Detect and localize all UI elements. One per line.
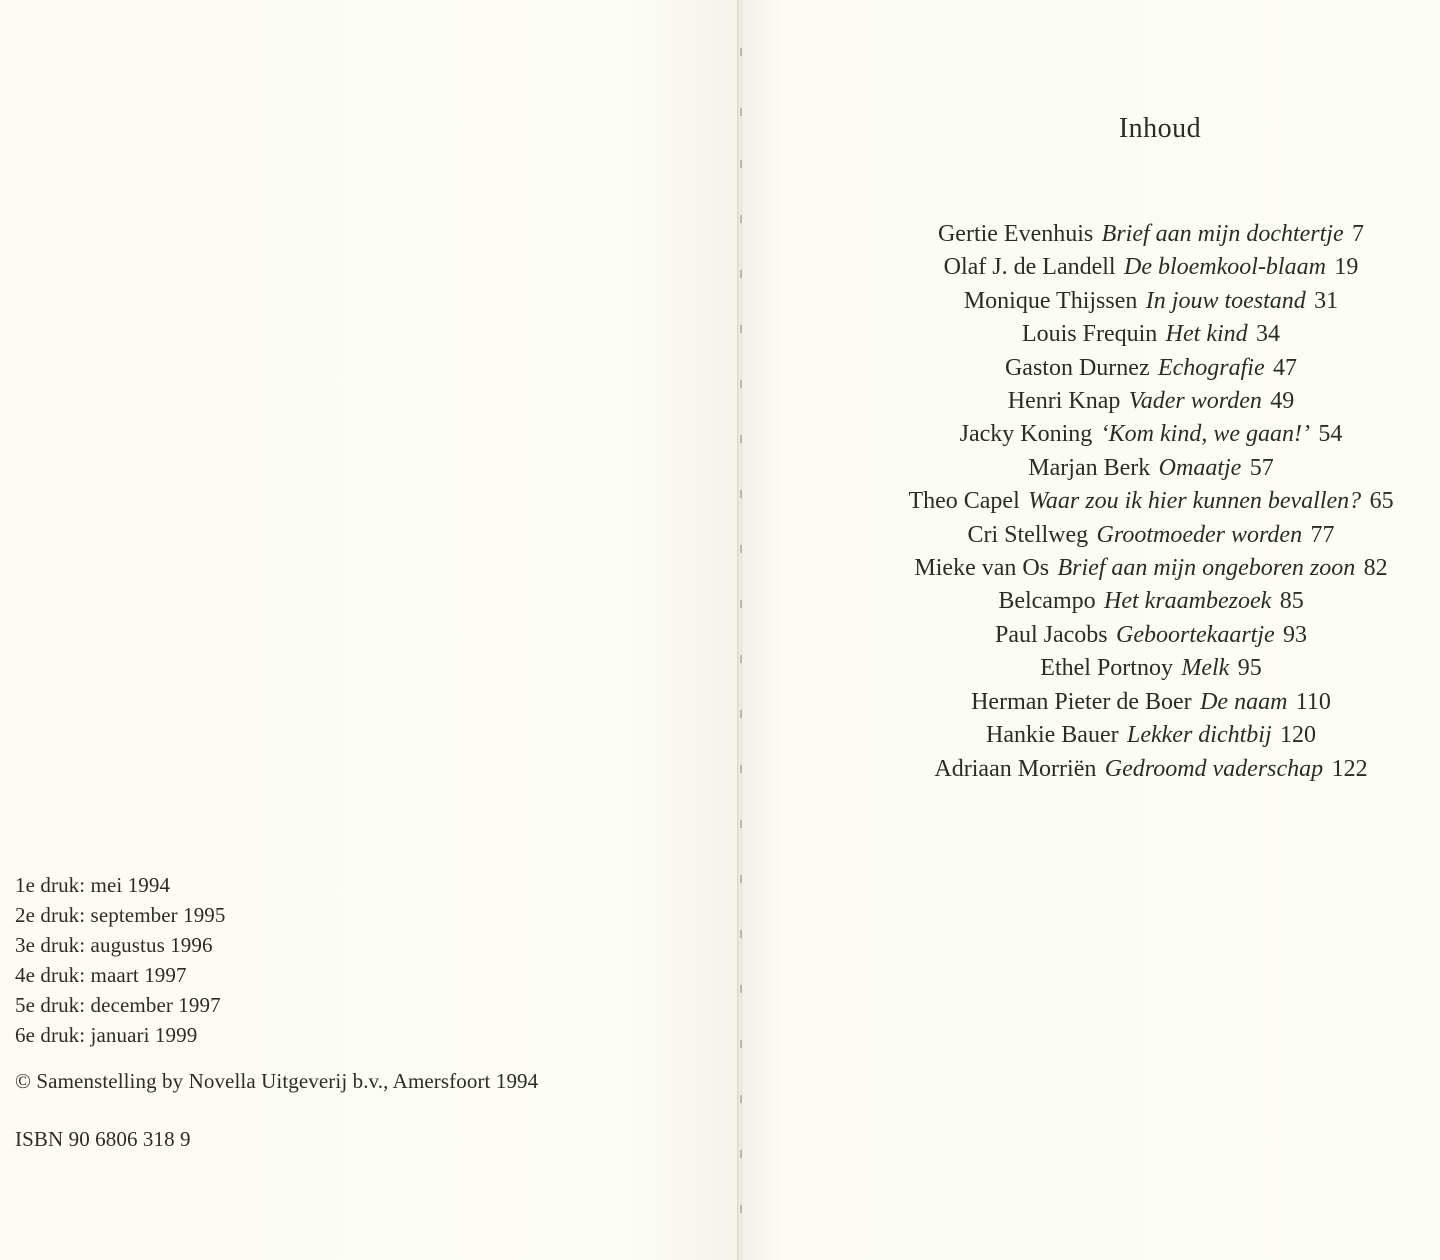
toc-title: In jouw toestand — [1145, 287, 1306, 314]
toc-author: Paul Jacobs — [994, 621, 1108, 648]
toc-entry — [856, 452, 1440, 485]
isbn: ISBN 90 6806 318 9 — [15, 1127, 191, 1151]
toc-author: Theo Capel — [908, 488, 1020, 515]
toc-entry — [856, 619, 1440, 652]
toc-entry — [856, 352, 1440, 385]
toc-page-number: 95 — [1237, 655, 1262, 682]
toc-title: ‘Kom kind, we gaan!’ — [1100, 421, 1310, 448]
toc-title: Omaatje — [1158, 454, 1242, 481]
printing-line: 4e druk: maart 1997 — [15, 963, 187, 987]
toc-page-number: 49 — [1270, 388, 1295, 415]
toc-title: Vader worden — [1128, 388, 1262, 415]
toc-page-number: 120 — [1280, 722, 1316, 749]
toc-page-number: 31 — [1314, 287, 1339, 314]
printing-line: 2e druk: september 1995 — [15, 903, 226, 927]
toc-entry — [856, 585, 1440, 618]
toc-page-number: 57 — [1249, 454, 1274, 481]
toc-author: Cri Stellweg — [967, 521, 1089, 548]
toc-page-number: 34 — [1256, 321, 1281, 348]
toc-entry — [856, 519, 1440, 552]
toc-author: Mieke van Os — [914, 555, 1050, 582]
toc-title: Grootmoeder worden — [1096, 521, 1303, 548]
toc-page-number: 77 — [1310, 521, 1335, 548]
toc-page-number: 47 — [1273, 354, 1298, 381]
toc-entry — [856, 686, 1440, 719]
toc-page-number: 93 — [1283, 621, 1308, 648]
toc-author: Henri Knap — [1007, 388, 1121, 415]
toc-title: Waar zou ik hier kunnen bevallen? — [1028, 488, 1362, 515]
toc-page-number: 122 — [1331, 755, 1368, 782]
toc-entry — [856, 285, 1440, 318]
toc-title: Het kind — [1165, 321, 1248, 348]
printing-history — [15, 870, 538, 1050]
toc-author: Olaf J. de Landell — [943, 254, 1116, 281]
printing-line: 6e druk: januari 1999 — [15, 1023, 198, 1047]
toc-author: Gaston Durnez — [1004, 354, 1150, 381]
toc-title: Lekker dichtbij — [1126, 722, 1272, 749]
toc-entry — [856, 385, 1440, 418]
toc-page-number: 7 — [1352, 221, 1365, 247]
toc-author: Ethel Portnoy — [1040, 655, 1173, 682]
copyright-notice: © Samenstelling by Novella Uitgeverij b.v., Amersfoort 1994 — [15, 1069, 539, 1093]
toc-entry — [856, 719, 1440, 752]
toc-title: De naam — [1200, 688, 1288, 715]
toc-page-number: 110 — [1295, 688, 1331, 715]
toc-author: Gertie Evenhuis — [937, 221, 1094, 247]
toc-entry — [856, 485, 1440, 518]
toc-author: Hankie Bauer — [985, 722, 1119, 749]
toc-heading: Inhoud — [1118, 113, 1202, 144]
toc-entry — [856, 652, 1440, 685]
toc-page-number: 19 — [1334, 254, 1359, 281]
toc-title: Het kraambezoek — [1104, 588, 1272, 615]
printing-line: 3e druk: augustus 1996 — [15, 933, 213, 957]
toc-page-number: 82 — [1363, 555, 1388, 582]
toc-title: Gedroomd vaderschap — [1104, 755, 1324, 782]
toc-page-number: 54 — [1318, 421, 1343, 448]
toc-entry — [856, 753, 1440, 786]
toc-title: Geboortekaartje — [1116, 621, 1275, 648]
printing-line: 1e druk: mei 1994 — [15, 873, 171, 897]
toc-entry — [856, 552, 1440, 585]
toc-author: Belcampo — [998, 588, 1096, 615]
table-of-contents — [856, 218, 1440, 786]
toc-title: Melk — [1181, 655, 1230, 682]
toc-page-number: 85 — [1279, 588, 1304, 615]
toc-entry — [856, 418, 1440, 451]
toc-author: Louis Frequin — [1021, 321, 1158, 348]
toc-title: Echografie — [1157, 354, 1265, 381]
toc-author: Marjan Berk — [1028, 454, 1151, 481]
toc-title: Brief aan mijn ongeboren zoon — [1057, 555, 1356, 582]
toc-author: Monique Thijssen — [963, 287, 1138, 314]
colophon — [15, 870, 538, 1154]
toc-entry — [856, 218, 1440, 251]
toc-entry — [856, 251, 1440, 284]
toc-author: Herman Pieter de Boer — [971, 688, 1192, 715]
toc-author: Jacky Koning — [959, 421, 1093, 448]
toc-entry — [856, 318, 1440, 351]
toc-title: Brief aan mijn dochtertje — [1101, 221, 1344, 247]
toc-author: Adriaan Morriën — [934, 755, 1097, 782]
toc-title: De bloemkool-blaam — [1123, 254, 1326, 281]
printing-line: 5e druk: december 1997 — [15, 993, 221, 1017]
toc-page-number: 65 — [1369, 488, 1394, 515]
